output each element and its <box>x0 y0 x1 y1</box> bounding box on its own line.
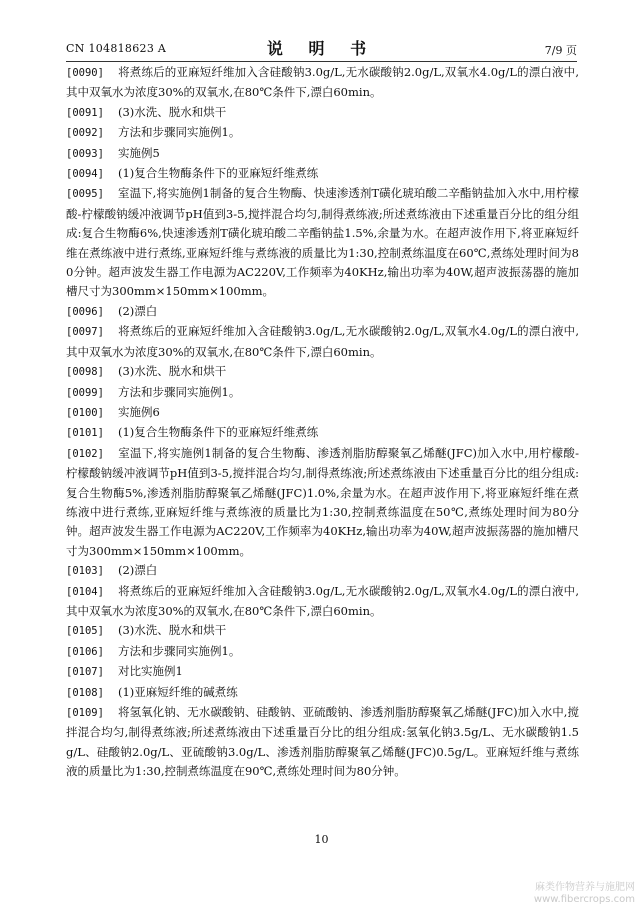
paragraph-text: 室温下,将实施例1制备的复合生物酶、快速渗透剂T磺化琥珀酸二辛酯钠盐加入水中,用柠檬酸-柠檬酸钠缓冲液调节pH值到3-5,搅拌混合均匀,制得煮练液;所述煮练液由下述重量百分比的组分组成:复合生物酶6%,快速渗透剂T磺化琥珀酸二辛酯钠盐1.5%,余量为水。在超声波作用下,将亚麻短纤维在煮练液中进行煮练,亚麻短纤维与煮练液的质量比为1:30,控制煮练温度在60℃,煮练处理时间为80分钟。超声波发生器工作电源为AC220V,工作频率为40KHz,输出功率为40W,超声波振荡器的施加槽尺寸为300mm×150mm×100mm。 <box>66 186 579 299</box>
header-divider <box>66 61 577 62</box>
paragraph <box>66 423 579 443</box>
paragraph-text: (1)复合生物酶条件下的亚麻短纤维煮练 <box>118 166 319 181</box>
paragraph-text: (3)水洗、脱水和烘干 <box>118 364 227 379</box>
page-header <box>66 36 577 58</box>
paragraph-text: 实施例5 <box>118 145 160 160</box>
paragraph-text: (3)水洗、脱水和烘干 <box>118 104 227 119</box>
paragraph <box>66 322 579 362</box>
paragraph-text: (3)水洗、脱水和烘干 <box>118 623 227 638</box>
paragraph <box>66 662 579 682</box>
paragraph <box>66 123 579 143</box>
paragraph <box>66 63 579 103</box>
paragraph-number: [0105] <box>66 625 104 638</box>
paragraph <box>66 144 579 164</box>
page-number: 10 <box>314 833 329 846</box>
paragraph-number: [0109] <box>66 707 104 719</box>
paragraph-number: [0101] <box>66 427 104 440</box>
paragraph-text: 对比实施例1 <box>118 664 183 679</box>
paragraph-text: (2)漂白 <box>118 303 158 318</box>
watermark <box>534 882 635 906</box>
paragraph-number: [0090] <box>66 67 104 79</box>
paragraph <box>66 103 579 123</box>
paragraph-text: 方法和步骤同实施例1。 <box>118 384 241 399</box>
paragraph <box>66 403 579 423</box>
paragraph <box>66 621 579 641</box>
paragraph-number: [0102] <box>66 447 104 460</box>
paragraph-text: 将煮练后的亚麻短纤维加入含硅酸钠3.0g/L,无水碳酸钠2.0g/L,双氧水4.0g/L的漂白液中,其中双氧水为浓度30%的双氧水,在80℃条件下,漂白60min。 <box>66 65 579 100</box>
paragraph-text: 方法和步骤同实施例1。 <box>118 643 241 658</box>
watermark-url: www.fibercrops.com <box>533 894 635 905</box>
paragraph <box>66 302 579 322</box>
paragraph <box>66 444 579 561</box>
paragraph-number: [0106] <box>66 645 104 658</box>
paragraph-text: 室温下,将实施例1制备的复合生物酶、渗透剂脂肪醇聚氧乙烯醚(JFC)加入水中,用柠檬酸-柠檬酸钠缓冲液调节pH值到3-5,搅拌混合均匀,制得煮练液;所述煮练液由下述重量百分比的组分组成:复合生物酶5%,渗透剂脂肪醇聚氧乙烯醚(JFC)1.0%,余量为水。在超声波作用下,将亚麻短纤维在煮练液中进行煮练,亚麻短纤维与煮练液的质量比为1:30,控制煮练温度在50℃,煮练处理时间为80分钟。超声波发生器工作电源为AC220V,工作频率为40KHz,输出功率为40W,超声波振荡器的施加槽尺寸为300mm×150mm×100mm。 <box>66 445 579 558</box>
document-title: 说 明 书 <box>266 39 377 58</box>
paragraph-number: [0104] <box>66 585 104 598</box>
paragraph <box>66 383 579 403</box>
paragraph <box>66 703 579 782</box>
paragraph <box>66 561 579 581</box>
paragraph-number: [0103] <box>66 565 104 578</box>
paragraph-text: (1)亚麻短纤维的碱煮练 <box>118 684 238 699</box>
paragraph-number: [0100] <box>66 406 104 419</box>
paragraph-number: [0099] <box>66 386 104 399</box>
paragraph-number: [0094] <box>66 168 104 181</box>
paragraph-number: [0091] <box>66 106 104 119</box>
document-body <box>66 63 579 782</box>
paragraph-number: [0093] <box>66 147 104 160</box>
paragraph <box>66 362 579 382</box>
paragraph <box>66 582 579 622</box>
paragraph-text: 将煮练后的亚麻短纤维加入含硅酸钠3.0g/L,无水碳酸钠2.0g/L,双氧水4.0g/L的漂白液中,其中双氧水为浓度30%的双氧水,在80℃条件下,漂白60min。 <box>66 583 579 618</box>
paragraph <box>66 642 579 662</box>
paragraph-number: [0097] <box>66 326 104 339</box>
paragraph <box>66 683 579 703</box>
paragraph-text: 方法和步骤同实施例1。 <box>118 125 241 140</box>
watermark-site-name: 麻类作物营养与施肥网 <box>535 882 635 893</box>
paragraph-number: [0092] <box>66 127 104 140</box>
paragraph-text: 将煮练后的亚麻短纤维加入含硅酸钠3.0g/L,无水碳酸钠2.0g/L,双氧水4.0g/L的漂白液中,其中双氧水为浓度30%的双氧水,在80℃条件下,漂白60min。 <box>66 324 579 359</box>
paragraph-number: [0107] <box>66 666 104 679</box>
paragraph <box>66 164 579 184</box>
paragraph <box>66 184 579 301</box>
paragraph-text: 实施例6 <box>118 404 160 419</box>
paragraph-text: (1)复合生物酶条件下的亚麻短纤维煮练 <box>118 425 319 440</box>
paragraph-number: [0096] <box>66 305 104 318</box>
paragraph-text: (2)漂白 <box>118 563 158 578</box>
paragraph-number: [0095] <box>66 188 104 201</box>
paragraph-number: [0108] <box>66 686 104 699</box>
patent-number: CN 104818623 A <box>66 42 167 55</box>
page-indicator: 7/9 页 <box>544 44 577 57</box>
paragraph-number: [0098] <box>66 366 104 379</box>
paragraph-text: 将氢氧化钠、无水碳酸钠、硅酸钠、亚硫酸钠、渗透剂脂肪醇聚氧乙烯醚(JFC)加入水中,搅拌混合均匀,制得煮练液;所述煮练液由下述重量百分比的组分组成:氢氧化钠3.5g/L、无水碳酸钠1.5g/L、硅酸钠2.0g/L、亚硫酸钠3.0g/L、渗透剂脂肪醇聚氧乙烯醚(JFC)0.5g/L。亚麻短纤维与煮练液的质量比为1:30,控制煮练温度在90℃,煮练处理时间为80分钟。 <box>66 705 579 779</box>
